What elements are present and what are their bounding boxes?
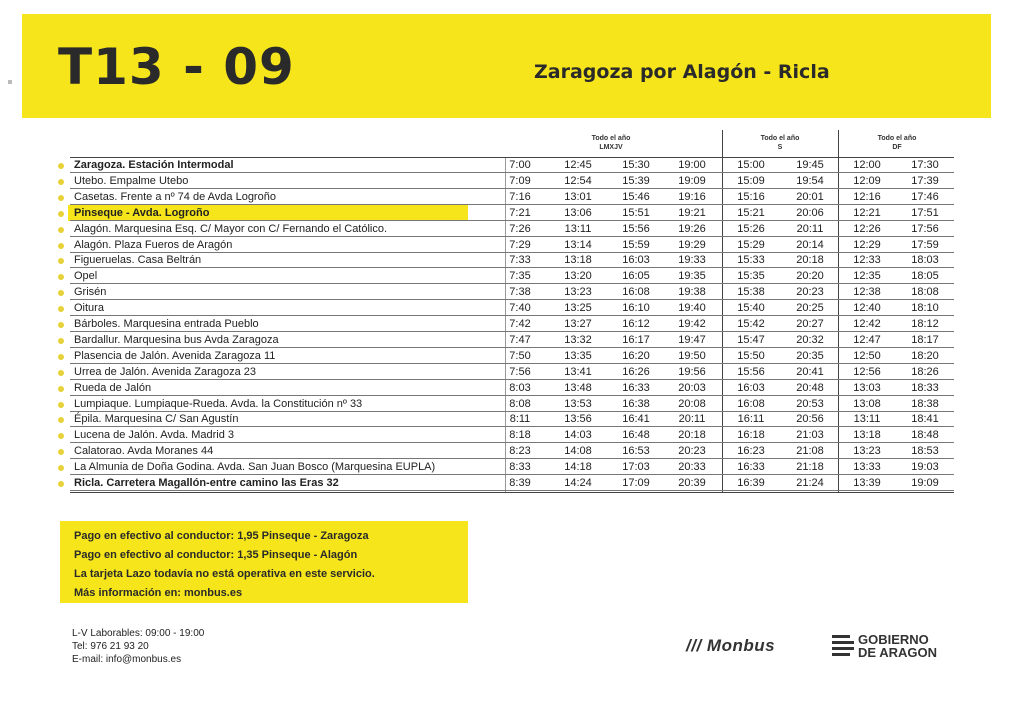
row-rule [70,252,954,253]
more-info-link[interactable]: Más información en: monbus.es [74,587,243,599]
departure-time: 14:03 [564,429,592,442]
departure-time: 18:10 [911,302,939,315]
departure-time: 16:08 [737,397,765,410]
departure-time: 20:23 [796,286,824,299]
departure-time: 13:18 [564,254,592,267]
gobierno-line2: DE ARAGON [858,645,937,660]
column-days: LMXJV [599,144,623,151]
departure-time: 7:38 [509,286,531,299]
column-label: Todo el año [877,135,917,142]
departure-time: 16:03 [622,254,650,267]
departure-time: 13:20 [564,270,592,283]
departure-time: 13:23 [853,445,881,458]
departure-time: 8:03 [509,381,531,394]
departure-time: 18:33 [911,381,939,394]
contact-block [72,627,204,666]
stop-name: La Almunia de Doña Godina. Avda. San Juan Bosco (Marquesina EUPLA) [74,461,436,474]
departure-time: 15:51 [622,206,650,219]
timetable-row [0,444,1024,459]
timetable-row [0,397,1024,412]
departure-time: 19:16 [678,190,706,203]
timetable-row [0,317,1024,332]
departure-time: 15:38 [737,286,765,299]
departure-time: 20:06 [796,206,824,219]
departure-time: 16:20 [622,349,650,362]
departure-time: 20:01 [796,190,824,203]
departure-time: 15:50 [737,349,765,362]
departure-time: 18:05 [911,270,939,283]
departure-time: 17:09 [622,477,650,489]
gobierno-line1: GOBIERNO [858,632,929,647]
stop-name: Plasencia de Jalón. Avenida Zaragoza 11 [74,349,276,362]
stop-bullet-icon [58,370,64,376]
stop-bullet-icon [58,195,64,201]
departure-time: 18:53 [911,445,939,458]
departure-time: 16:33 [622,381,650,394]
departure-time: 12:42 [853,318,881,330]
column-label: Todo el año [760,135,800,142]
departure-time: 15:21 [737,206,765,219]
departure-time: 13:23 [564,286,592,299]
stop-name: Ricla. Carretera Magallón-entre camino las Eras 32 [74,477,339,489]
departure-time: 20:14 [796,238,824,251]
stop-name: Épila. Marquesina C/ San Agustín [74,413,239,426]
departure-time: 8:08 [509,397,531,410]
fare-info-line: Pago en efectivo al conductor: 1,35 Pinseque - Alagón [74,549,358,561]
departure-time: 20:11 [678,413,706,426]
timetable-row [0,365,1024,380]
departure-time: 17:30 [911,159,939,171]
stop-bullet-icon [58,290,64,296]
departure-time: 20:41 [796,365,824,378]
stop-name: Oitura [74,302,104,315]
stop-name: Alagón. Marquesina Esq. C/ Mayor con C/ Fernando el Católico. [74,222,388,235]
route-name: Zaragoza por Alagón - Ricla [534,61,830,83]
departure-time: 16:12 [622,318,650,330]
departure-time: 20:53 [796,397,824,410]
row-rule [70,426,954,427]
row-rule [70,299,954,300]
departure-time: 20:33 [678,461,706,474]
gobierno-emblem-icon [832,633,854,659]
departure-time: 16:05 [622,270,650,283]
row-rule [70,442,954,443]
stop-bullet-icon [58,243,64,249]
monbus-wordmark: Monbus [706,636,776,655]
departure-time: 19:26 [678,222,706,235]
timetable-row [0,460,1024,475]
departure-time: 16:10 [622,302,650,315]
departure-time: 18:12 [911,318,939,330]
departure-time: 12:33 [853,254,881,267]
column-header-sunday-holiday [850,134,944,152]
departure-time: 16:08 [622,286,650,299]
timetable-row [0,285,1024,300]
departure-time: 16:17 [622,333,650,346]
stop-bullet-icon [58,179,64,185]
departure-time: 15:42 [737,318,765,330]
departure-time: 18:03 [911,254,939,267]
departure-time: 13:06 [564,206,592,219]
departure-time: 14:08 [564,445,592,458]
departure-time: 14:18 [564,461,592,474]
departure-time: 7:00 [509,159,531,171]
row-rule [70,267,954,268]
departure-time: 15:33 [737,254,765,267]
stop-bullet-icon [58,386,64,392]
departure-time: 18:48 [911,429,939,442]
stop-bullet-icon [58,402,64,408]
departure-time: 20:27 [796,318,824,330]
departure-time: 13:18 [853,429,881,442]
departure-time: 19:00 [678,159,706,171]
departure-time: 19:35 [678,270,706,283]
departure-time: 15:40 [737,302,765,315]
departure-time: 16:38 [622,397,650,410]
timetable-row [0,238,1024,253]
departure-time: 15:46 [622,190,650,203]
stop-bullet-icon [58,322,64,328]
row-rule [70,347,954,348]
departure-time: 20:18 [678,429,706,442]
row-rule [70,474,954,475]
row-rule [70,331,954,332]
departure-time: 16:18 [737,429,765,442]
monbus-logo [686,636,775,656]
stop-bullet-icon [58,433,64,439]
departure-time: 13:33 [853,461,881,474]
departure-time: 18:17 [911,333,939,346]
departure-time: 19:42 [678,318,706,330]
departure-time: 14:24 [564,477,592,489]
departure-time: 19:45 [796,159,824,171]
departure-time: 15:47 [737,333,765,346]
column-label: Todo el año [591,135,631,142]
departure-time: 13:39 [853,477,881,489]
row-rule [70,220,954,221]
departure-time: 17:56 [911,222,939,235]
stop-bullet-icon [58,449,64,455]
departure-time: 20:03 [678,381,706,394]
row-rule [70,411,954,412]
departure-time: 15:29 [737,238,765,251]
row-rule [70,315,954,316]
departure-time: 19:29 [678,238,706,251]
stop-bullet-icon [58,274,64,280]
fare-info-line: Pago en efectivo al conductor: 1,95 Pinseque - Zaragoza [74,530,369,542]
departure-time: 12:35 [853,270,881,283]
service-note: La tarjeta Lazo todavía no está operativa en este servicio. [74,568,375,580]
departure-time: 15:35 [737,270,765,283]
stop-name: Grisén [74,286,107,299]
departure-time: 12:56 [853,365,881,378]
stop-bullet-icon [58,258,64,264]
departure-time: 21:08 [796,445,824,458]
departure-time: 7:50 [509,349,531,362]
departure-time: 12:16 [853,190,881,203]
timetable-row [0,301,1024,316]
departure-time: 20:56 [796,413,824,426]
departure-time: 17:39 [911,174,939,187]
departure-time: 7:47 [509,333,531,346]
departure-time: 13:11 [564,222,592,235]
departure-time: 17:59 [911,238,939,251]
stop-bullet-icon [58,417,64,423]
departure-time: 16:39 [737,477,765,489]
stop-name: Opel [74,270,98,283]
email-address: E-mail: info@monbus.es [72,654,182,665]
stop-bullet-icon [58,211,64,217]
stop-name: Pinseque - Avda. Logroño [74,206,210,219]
departure-time: 12:29 [853,238,881,251]
phone-number: Tel: 976 21 93 20 [72,641,149,652]
departure-time: 13:27 [564,318,592,330]
office-hours: L-V Laborables: 09:00 - 19:00 [72,628,205,639]
departure-time: 12:26 [853,222,881,235]
departure-time: 13:41 [564,365,592,378]
timetable-row [0,174,1024,189]
row-rule [70,172,954,173]
departure-time: 13:56 [564,413,592,426]
row-rule [70,283,954,284]
departure-time: 20:23 [678,445,706,458]
departure-time: 20:18 [796,254,824,267]
stop-bullet-icon [58,306,64,312]
stop-name: Bardallur. Marquesina bus Avda Zaragoza [74,333,279,346]
departure-time: 8:11 [509,413,531,426]
departure-time: 18:38 [911,397,939,410]
timetable-row [0,269,1024,284]
departure-time: 19:21 [678,206,706,219]
departure-time: 19:33 [678,254,706,267]
column-days: DF [892,144,902,151]
timetable-row [0,428,1024,443]
departure-time: 15:59 [622,238,650,251]
departure-time: 8:18 [509,429,531,442]
departure-time: 8:39 [509,477,531,489]
departure-time: 19:03 [911,461,939,474]
departure-time: 13:11 [853,413,881,426]
departure-time: 19:56 [678,365,706,378]
departure-time: 7:21 [509,206,531,219]
monbus-stripes-icon: /// [686,636,702,655]
departure-time: 20:48 [796,381,824,394]
stop-name: Lucena de Jalón. Avda. Madrid 3 [74,429,235,442]
departure-time: 19:50 [678,349,706,362]
departure-time: 19:09 [678,174,706,187]
timetable-row [0,253,1024,268]
departure-time: 15:56 [737,365,765,378]
departure-time: 8:33 [509,461,531,474]
stop-name: Alagón. Plaza Fueros de Aragón [74,238,233,251]
gobierno-aragon-logo [832,633,937,659]
fare-info-box [60,521,468,603]
departure-time: 12:54 [564,174,592,187]
departure-time: 7:35 [509,270,531,283]
departure-time: 8:23 [509,445,531,458]
departure-time: 20:08 [678,397,706,410]
stop-name: Figueruelas. Casa Beltrán [74,254,202,267]
column-header-weekdays [563,134,659,152]
departure-time: 20:11 [796,222,824,235]
departure-time: 13:53 [564,397,592,410]
stop-name: Zaragoza. Estación Intermodal [74,159,234,171]
departure-time: 7:26 [509,222,531,235]
departure-time: 15:16 [737,190,765,203]
departure-time: 17:51 [911,206,939,219]
row-rule [70,395,954,396]
departure-time: 16:26 [622,365,650,378]
stop-bullet-icon [58,227,64,233]
departure-time: 7:09 [509,174,531,187]
timetable-row [0,222,1024,237]
departure-time: 13:08 [853,397,881,410]
departure-time: 12:00 [853,159,881,171]
departure-time: 18:26 [911,365,939,378]
departure-time: 12:38 [853,286,881,299]
stop-bullet-icon [58,163,64,169]
departure-time: 16:53 [622,445,650,458]
departure-time: 16:41 [622,413,650,426]
departure-time: 20:32 [796,333,824,346]
departure-time: 16:23 [737,445,765,458]
column-header-saturday [736,134,824,152]
departure-time: 19:40 [678,302,706,315]
departure-time: 18:41 [911,413,939,426]
departure-time: 7:33 [509,254,531,267]
departure-time: 12:47 [853,333,881,346]
departure-time: 16:03 [737,381,765,394]
departure-time: 15:30 [622,159,650,171]
departure-time: 20:20 [796,270,824,283]
departure-time: 19:38 [678,286,706,299]
departure-time: 13:25 [564,302,592,315]
column-days: S [777,144,783,151]
departure-time: 19:09 [911,477,939,489]
stop-bullet-icon [58,481,64,487]
stop-name: Urrea de Jalón. Avenida Zaragoza 23 [74,365,257,378]
departure-time: 20:25 [796,302,824,315]
timetable-row [0,190,1024,205]
timetable-row [0,349,1024,364]
timetable-row [0,476,1024,491]
departure-time: 15:56 [622,222,650,235]
departure-time: 7:56 [509,365,531,378]
departure-time: 13:48 [564,381,592,394]
stop-name: Lumpiaque. Lumpiaque-Rueda. Avda. la Constitución nº 33 [74,397,363,410]
departure-time: 12:09 [853,174,881,187]
departure-time: 13:03 [853,381,881,394]
stop-name: Casetas. Frente a nº 74 de Avda Logroño [74,190,276,203]
departure-time: 16:33 [737,461,765,474]
timetable-row [0,412,1024,427]
departure-time: 7:42 [509,318,531,330]
timetable-row [0,206,1024,221]
departure-time: 12:21 [853,206,881,219]
departure-time: 13:01 [564,190,592,203]
departure-time: 13:35 [564,349,592,362]
departure-time: 19:47 [678,333,706,346]
departure-time: 7:16 [509,190,531,203]
departure-time: 16:48 [622,429,650,442]
departure-time: 20:35 [796,349,824,362]
departure-time: 12:45 [564,159,592,171]
stop-name: Rueda de Jalón [74,381,152,394]
departure-time: 12:50 [853,349,881,362]
stop-bullet-icon [58,465,64,471]
table-bottom-rule [70,492,954,493]
departure-time: 19:54 [796,174,824,187]
departure-time: 17:03 [622,461,650,474]
timetable-row [0,158,1024,173]
departure-time: 15:00 [737,159,765,171]
row-rule [70,188,954,189]
departure-time: 15:39 [622,174,650,187]
departure-time: 13:32 [564,333,592,346]
stop-name: Bárboles. Marquesina entrada Pueblo [74,318,259,330]
stop-bullet-icon [58,354,64,360]
timetable-row [0,333,1024,348]
row-rule [70,236,954,237]
row-rule [70,458,954,459]
departure-time: 7:40 [509,302,531,315]
departure-time: 12:40 [853,302,881,315]
departure-time: 21:03 [796,429,824,442]
row-rule [70,363,954,364]
departure-time: 7:29 [509,238,531,251]
departure-time: 13:14 [564,238,592,251]
stop-name: Utebo. Empalme Utebo [74,174,189,187]
timetable-row [0,381,1024,396]
departure-time: 17:46 [911,190,939,203]
departure-time: 15:09 [737,174,765,187]
departure-time: 21:18 [796,461,824,474]
departure-time: 16:11 [737,413,765,426]
stop-bullet-icon [58,338,64,344]
departure-time: 18:08 [911,286,939,299]
row-rule [70,490,954,491]
row-rule [70,379,954,380]
departure-time: 15:26 [737,222,765,235]
stop-name: Calatorao. Avda Moranes 44 [74,445,214,458]
route-code: T13 - 09 [58,38,295,96]
departure-time: 20:39 [678,477,706,489]
departure-time: 18:20 [911,349,939,362]
departure-time: 21:24 [796,477,824,489]
